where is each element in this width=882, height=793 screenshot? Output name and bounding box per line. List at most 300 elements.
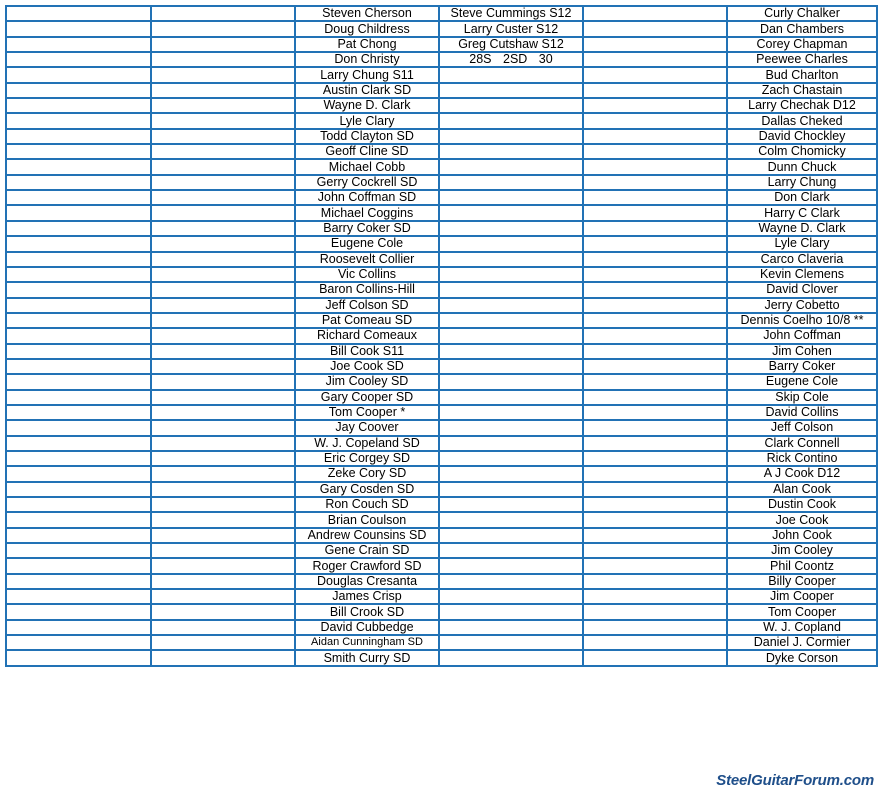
empty-cell	[151, 543, 295, 558]
empty-cell	[151, 512, 295, 527]
roster-cell-col6: Dunn Chuck	[727, 159, 877, 174]
empty-cell	[151, 236, 295, 251]
table-row	[6, 159, 877, 174]
empty-cell	[583, 620, 727, 635]
table-row	[6, 205, 877, 220]
empty-cell	[583, 221, 727, 236]
empty-cell	[151, 159, 295, 174]
roster-cell-col6: Dustin Cook	[727, 497, 877, 512]
table-row	[6, 482, 877, 497]
roster-cell-col3: Jeff Colson SD	[295, 298, 439, 313]
table-row	[6, 436, 877, 451]
roster-cell-col3: Baron Collins-Hill	[295, 282, 439, 297]
empty-cell	[583, 558, 727, 573]
empty-cell	[151, 359, 295, 374]
empty-cell	[6, 650, 151, 665]
empty-cell	[6, 144, 151, 159]
empty-cell	[583, 21, 727, 36]
roster-table-body	[6, 6, 877, 666]
empty-cell	[151, 436, 295, 451]
empty-cell	[439, 420, 583, 435]
table-row	[6, 37, 877, 52]
empty-cell	[151, 451, 295, 466]
roster-cell-col6: Jeff Colson	[727, 420, 877, 435]
empty-cell	[6, 405, 151, 420]
empty-cell	[6, 298, 151, 313]
roster-cell-col6: David Collins	[727, 405, 877, 420]
empty-cell	[583, 436, 727, 451]
table-row	[6, 252, 877, 267]
empty-cell	[439, 466, 583, 481]
roster-cell-col3: Zeke Cory SD	[295, 466, 439, 481]
empty-cell	[6, 512, 151, 527]
roster-cell-col6: Carco Claveria	[727, 252, 877, 267]
empty-cell	[583, 589, 727, 604]
empty-cell	[583, 175, 727, 190]
empty-cell	[151, 344, 295, 359]
empty-cell	[439, 221, 583, 236]
roster-cell-col3: Steven Cherson	[295, 6, 439, 21]
empty-cell	[583, 497, 727, 512]
roster-cell-col6: Peewee Charles	[727, 52, 877, 67]
table-row	[6, 67, 877, 82]
roster-cell-col6: Billy Cooper	[727, 574, 877, 589]
roster-cell-col6: Dennis Coelho 10/8 **	[727, 313, 877, 328]
roster-cell-col6: Daniel J. Cormier	[727, 635, 877, 650]
empty-cell	[6, 159, 151, 174]
roster-cell-col6: Dyke Corson	[727, 650, 877, 665]
empty-cell	[6, 359, 151, 374]
empty-cell	[583, 374, 727, 389]
table-row	[6, 6, 877, 21]
table-row	[6, 359, 877, 374]
roster-cell-col3: Roosevelt Collier	[295, 252, 439, 267]
table-row	[6, 405, 877, 420]
empty-cell	[439, 328, 583, 343]
table-row	[6, 328, 877, 343]
table-row	[6, 175, 877, 190]
empty-cell	[583, 6, 727, 21]
roster-cell-col3: Gary Cooper SD	[295, 390, 439, 405]
empty-cell	[151, 21, 295, 36]
empty-cell	[439, 482, 583, 497]
roster-cell-col6: Jim Cooper	[727, 589, 877, 604]
empty-cell	[583, 159, 727, 174]
roster-cell-col6: David Chockley	[727, 129, 877, 144]
empty-cell	[151, 298, 295, 313]
roster-cell-col3: Jay Coover	[295, 420, 439, 435]
roster-cell-col3: Barry Coker SD	[295, 221, 439, 236]
roster-cell-col6: Eugene Cole	[727, 374, 877, 389]
empty-cell	[439, 620, 583, 635]
empty-cell	[439, 512, 583, 527]
forum-watermark-logo: SteelGuitarForum.com	[716, 772, 874, 789]
table-row	[6, 528, 877, 543]
roster-cell-col6: Kevin Clemens	[727, 267, 877, 282]
empty-cell	[151, 252, 295, 267]
empty-cell	[439, 190, 583, 205]
roster-cell-col6: Bud Charlton	[727, 67, 877, 82]
roster-cell-col6: Don Clark	[727, 190, 877, 205]
roster-cell-col3: Bill Cook S11	[295, 344, 439, 359]
empty-cell	[151, 282, 295, 297]
empty-cell	[151, 420, 295, 435]
roster-cell-col3: Wayne D. Clark	[295, 98, 439, 113]
empty-cell	[151, 52, 295, 67]
empty-cell	[151, 620, 295, 635]
empty-cell	[6, 6, 151, 21]
empty-cell	[439, 282, 583, 297]
roster-cell-col6: Wayne D. Clark	[727, 221, 877, 236]
roster-cell-col3: Douglas Cresanta	[295, 574, 439, 589]
empty-cell	[6, 37, 151, 52]
table-row	[6, 451, 877, 466]
empty-cell	[583, 359, 727, 374]
empty-cell	[151, 466, 295, 481]
table-row	[6, 344, 877, 359]
empty-cell	[151, 221, 295, 236]
empty-cell	[439, 267, 583, 282]
table-row	[6, 589, 877, 604]
empty-cell	[151, 558, 295, 573]
table-row	[6, 83, 877, 98]
roster-cell-col6: David Clover	[727, 282, 877, 297]
roster-cell-col6: John Cook	[727, 528, 877, 543]
roster-cell-col6: Larry Chung	[727, 175, 877, 190]
empty-cell	[151, 175, 295, 190]
roster-cell-col3: Aidan Cunningham SD	[295, 635, 439, 650]
empty-cell	[583, 190, 727, 205]
empty-cell	[6, 574, 151, 589]
roster-table	[5, 5, 878, 667]
empty-cell	[6, 558, 151, 573]
table-row	[6, 144, 877, 159]
empty-cell	[6, 543, 151, 558]
empty-cell	[583, 512, 727, 527]
empty-cell	[6, 205, 151, 220]
roster-count-cell: 28S 2SD 30	[439, 52, 583, 67]
empty-cell	[6, 98, 151, 113]
empty-cell	[439, 390, 583, 405]
empty-cell	[6, 129, 151, 144]
empty-cell	[151, 83, 295, 98]
roster-cell-col6: Curly Chalker	[727, 6, 877, 21]
roster-cell-col3: W. J. Copeland SD	[295, 436, 439, 451]
roster-cell-col3: Austin Clark SD	[295, 83, 439, 98]
roster-cell-col3: Richard Comeaux	[295, 328, 439, 343]
roster-cell-col3: Vic Collins	[295, 267, 439, 282]
empty-cell	[151, 589, 295, 604]
empty-cell	[439, 344, 583, 359]
empty-cell	[6, 175, 151, 190]
roster-cell-col6: Lyle Clary	[727, 236, 877, 251]
roster-cell-col6: A J Cook D12	[727, 466, 877, 481]
table-row	[6, 466, 877, 481]
empty-cell	[439, 497, 583, 512]
roster-cell-col3: Brian Coulson	[295, 512, 439, 527]
roster-cell-col3: Eric Corgey SD	[295, 451, 439, 466]
empty-cell	[583, 650, 727, 665]
roster-cell-col6: Corey Chapman	[727, 37, 877, 52]
empty-cell	[583, 205, 727, 220]
table-row	[6, 98, 877, 113]
roster-cell-col4: Greg Cutshaw S12	[439, 37, 583, 52]
empty-cell	[583, 528, 727, 543]
empty-cell	[151, 37, 295, 52]
roster-cell-col6: Dallas Cheked	[727, 113, 877, 128]
roster-cell-col3: Pat Chong	[295, 37, 439, 52]
empty-cell	[151, 528, 295, 543]
empty-cell	[583, 83, 727, 98]
empty-cell	[439, 313, 583, 328]
roster-cell-col6: Joe Cook	[727, 512, 877, 527]
empty-cell	[439, 650, 583, 665]
empty-cell	[6, 267, 151, 282]
table-row	[6, 113, 877, 128]
empty-cell	[151, 267, 295, 282]
roster-cell-col3: Roger Crawford SD	[295, 558, 439, 573]
roster-cell-col3: Michael Cobb	[295, 159, 439, 174]
table-row	[6, 267, 877, 282]
roster-cell-col3: Todd Clayton SD	[295, 129, 439, 144]
roster-cell-col3: Michael Coggins	[295, 205, 439, 220]
empty-cell	[583, 420, 727, 435]
roster-cell-col6: Dan Chambers	[727, 21, 877, 36]
empty-cell	[439, 436, 583, 451]
empty-cell	[439, 574, 583, 589]
empty-cell	[6, 221, 151, 236]
empty-cell	[6, 236, 151, 251]
table-row	[6, 574, 877, 589]
empty-cell	[6, 282, 151, 297]
table-row	[6, 543, 877, 558]
table-row	[6, 190, 877, 205]
roster-cell-col3: Ron Couch SD	[295, 497, 439, 512]
empty-cell	[439, 144, 583, 159]
roster-cell-col6: Larry Chechak D12	[727, 98, 877, 113]
table-row	[6, 282, 877, 297]
empty-cell	[6, 420, 151, 435]
table-row	[6, 52, 877, 67]
empty-cell	[151, 482, 295, 497]
table-row	[6, 236, 877, 251]
table-row	[6, 390, 877, 405]
table-row	[6, 420, 877, 435]
roster-cell-col6: W. J. Copland	[727, 620, 877, 635]
empty-cell	[151, 190, 295, 205]
empty-cell	[439, 67, 583, 82]
empty-cell	[583, 98, 727, 113]
empty-cell	[439, 543, 583, 558]
empty-cell	[151, 313, 295, 328]
empty-cell	[151, 635, 295, 650]
empty-cell	[583, 129, 727, 144]
empty-cell	[6, 589, 151, 604]
empty-cell	[583, 466, 727, 481]
empty-cell	[439, 129, 583, 144]
empty-cell	[6, 328, 151, 343]
roster-cell-col3: Gerry Cockrell SD	[295, 175, 439, 190]
empty-cell	[439, 113, 583, 128]
roster-cell-col6: Skip Cole	[727, 390, 877, 405]
roster-cell-col3: Gary Cosden SD	[295, 482, 439, 497]
empty-cell	[583, 67, 727, 82]
roster-cell-col3: Lyle Clary	[295, 113, 439, 128]
empty-cell	[6, 113, 151, 128]
roster-cell-col6: Alan Cook	[727, 482, 877, 497]
empty-cell	[583, 574, 727, 589]
roster-cell-col4: Larry Custer S12	[439, 21, 583, 36]
empty-cell	[151, 144, 295, 159]
roster-cell-col6: Jim Cooley	[727, 543, 877, 558]
empty-cell	[6, 497, 151, 512]
roster-cell-col6: John Coffman	[727, 328, 877, 343]
roster-cell-col6: Jerry Cobetto	[727, 298, 877, 313]
roster-cell-col4: Steve Cummings S12	[439, 6, 583, 21]
empty-cell	[151, 328, 295, 343]
empty-cell	[439, 298, 583, 313]
empty-cell	[6, 620, 151, 635]
empty-cell	[583, 113, 727, 128]
roster-cell-col6: Zach Chastain	[727, 83, 877, 98]
empty-cell	[151, 650, 295, 665]
empty-cell	[6, 190, 151, 205]
empty-cell	[6, 52, 151, 67]
roster-cell-col3: Geoff Cline SD	[295, 144, 439, 159]
empty-cell	[6, 451, 151, 466]
empty-cell	[439, 236, 583, 251]
empty-cell	[151, 390, 295, 405]
empty-cell	[6, 313, 151, 328]
roster-cell-col6: Clark Connell	[727, 436, 877, 451]
table-row	[6, 497, 877, 512]
table-row	[6, 221, 877, 236]
table-row	[6, 635, 877, 650]
empty-cell	[583, 328, 727, 343]
roster-cell-col6: Phil Coontz	[727, 558, 877, 573]
empty-cell	[583, 451, 727, 466]
table-row	[6, 512, 877, 527]
roster-cell-col6: Barry Coker	[727, 359, 877, 374]
roster-cell-col6: Rick Contino	[727, 451, 877, 466]
table-row	[6, 558, 877, 573]
empty-cell	[439, 205, 583, 220]
empty-cell	[439, 589, 583, 604]
empty-cell	[583, 313, 727, 328]
empty-cell	[151, 574, 295, 589]
empty-cell	[439, 175, 583, 190]
empty-cell	[6, 21, 151, 36]
empty-cell	[151, 374, 295, 389]
empty-cell	[151, 6, 295, 21]
table-row	[6, 298, 877, 313]
empty-cell	[151, 405, 295, 420]
roster-cell-col3: Larry Chung S11	[295, 67, 439, 82]
empty-cell	[583, 144, 727, 159]
roster-cell-col3: Pat Comeau SD	[295, 313, 439, 328]
empty-cell	[583, 482, 727, 497]
empty-cell	[583, 298, 727, 313]
empty-cell	[6, 67, 151, 82]
roster-cell-col6: Colm Chomicky	[727, 144, 877, 159]
roster-cell-col3: Joe Cook SD	[295, 359, 439, 374]
empty-cell	[6, 482, 151, 497]
roster-cell-col3: James Crisp	[295, 589, 439, 604]
empty-cell	[151, 67, 295, 82]
roster-cell-col3: Bill Crook SD	[295, 604, 439, 619]
empty-cell	[583, 635, 727, 650]
empty-cell	[6, 528, 151, 543]
empty-cell	[583, 405, 727, 420]
roster-cell-col3: David Cubbedge	[295, 620, 439, 635]
empty-cell	[439, 558, 583, 573]
table-row	[6, 620, 877, 635]
empty-cell	[583, 543, 727, 558]
roster-cell-col3: Doug Childress	[295, 21, 439, 36]
empty-cell	[439, 451, 583, 466]
empty-cell	[6, 466, 151, 481]
empty-cell	[439, 604, 583, 619]
empty-cell	[439, 252, 583, 267]
empty-cell	[583, 390, 727, 405]
roster-cell-col3: Gene Crain SD	[295, 543, 439, 558]
empty-cell	[583, 267, 727, 282]
roster-cell-col3: John Coffman SD	[295, 190, 439, 205]
roster-cell-col3: Andrew Counsins SD	[295, 528, 439, 543]
empty-cell	[6, 604, 151, 619]
empty-cell	[439, 374, 583, 389]
empty-cell	[439, 359, 583, 374]
roster-cell-col6: Harry C Clark	[727, 205, 877, 220]
empty-cell	[439, 635, 583, 650]
empty-cell	[583, 52, 727, 67]
roster-cell-col3: Tom Cooper *	[295, 405, 439, 420]
empty-cell	[439, 159, 583, 174]
empty-cell	[151, 604, 295, 619]
empty-cell	[583, 604, 727, 619]
empty-cell	[151, 205, 295, 220]
empty-cell	[6, 374, 151, 389]
table-row	[6, 604, 877, 619]
empty-cell	[6, 83, 151, 98]
roster-cell-col3: Eugene Cole	[295, 236, 439, 251]
empty-cell	[6, 344, 151, 359]
empty-cell	[151, 98, 295, 113]
empty-cell	[583, 252, 727, 267]
empty-cell	[6, 635, 151, 650]
empty-cell	[439, 98, 583, 113]
roster-cell-col6: Tom Cooper	[727, 604, 877, 619]
empty-cell	[583, 236, 727, 251]
table-row	[6, 313, 877, 328]
empty-cell	[6, 252, 151, 267]
empty-cell	[439, 405, 583, 420]
empty-cell	[439, 528, 583, 543]
empty-cell	[6, 390, 151, 405]
empty-cell	[439, 83, 583, 98]
table-row	[6, 374, 877, 389]
table-row	[6, 21, 877, 36]
empty-cell	[583, 344, 727, 359]
roster-cell-col3: Don Christy	[295, 52, 439, 67]
empty-cell	[151, 129, 295, 144]
roster-cell-col3: Jim Cooley SD	[295, 374, 439, 389]
empty-cell	[583, 37, 727, 52]
empty-cell	[583, 282, 727, 297]
empty-cell	[151, 497, 295, 512]
roster-cell-col6: Jim Cohen	[727, 344, 877, 359]
empty-cell	[151, 113, 295, 128]
